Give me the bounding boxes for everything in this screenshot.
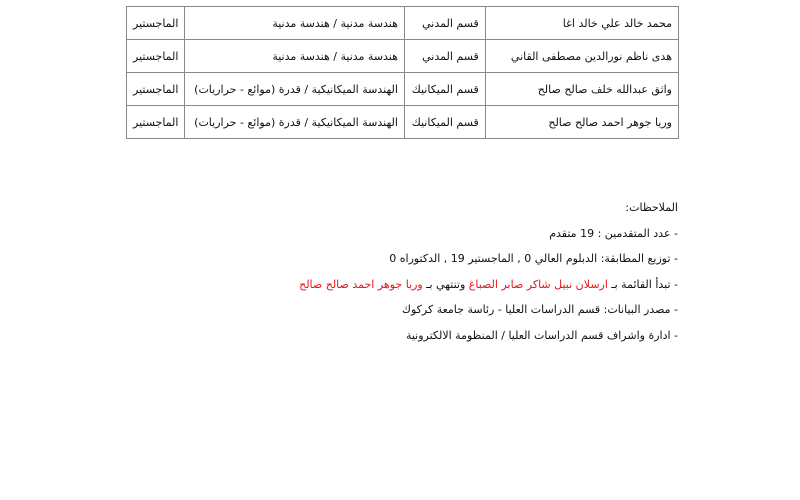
name-cell: واثق عبدالله خلف صالح صالح xyxy=(485,73,678,106)
name-cell: محمد خالد علي خالد اغا xyxy=(485,7,678,40)
degree-cell: الماجستير xyxy=(127,106,185,139)
degree-cell: الماجستير xyxy=(127,7,185,40)
list-first-name: ارسلان نبيل شاكر صابر الصباغ xyxy=(468,277,608,291)
table-row xyxy=(127,106,679,139)
specialization-cell: الهندسة الميكانيكية / قدرة (موائع - حراريات) xyxy=(185,73,404,106)
department-cell: قسم المدني xyxy=(404,7,485,40)
degree-cell: الماجستير xyxy=(127,40,185,73)
notes-section xyxy=(299,198,678,352)
list-last-name: وريا جوهر احمد صالح صالح xyxy=(299,277,423,291)
table-row xyxy=(127,40,679,73)
list-mid: وتنتهي بـ xyxy=(422,277,469,291)
specialization-cell: الهندسة الميكانيكية / قدرة (موائع - حراريات) xyxy=(185,106,404,139)
note-source: - مصدر البيانات: قسم الدراسات العليا - رئاسة جامعة كركوك xyxy=(401,303,678,317)
notes-heading: الملاحظات: xyxy=(625,201,678,214)
note-list-range xyxy=(299,275,678,301)
note-applicants: - عدد المتقدمين : 19 متقدم xyxy=(549,226,678,240)
table-row xyxy=(127,73,679,106)
name-cell: هدى ناظم نورالدين مصطفى القاني xyxy=(485,40,678,73)
table-row xyxy=(127,7,679,40)
department-cell: قسم الميكانيك xyxy=(404,73,485,106)
applicants-table xyxy=(126,6,679,139)
degree-cell: الماجستير xyxy=(127,73,185,106)
note-distribution: - توزيع المطابقة: الدبلوم العالي 0 , الماجستير 19 , الدكتوراه 0 xyxy=(389,252,678,266)
specialization-cell: هندسة مدنية / هندسة مدنية xyxy=(185,40,404,73)
department-cell: قسم الميكانيك xyxy=(404,106,485,139)
specialization-cell: هندسة مدنية / هندسة مدنية xyxy=(185,7,404,40)
department-cell: قسم المدني xyxy=(404,40,485,73)
list-start-prefix: - تبدأ القائمة بـ xyxy=(607,277,678,291)
name-cell: وريا جوهر احمد صالح صالح xyxy=(485,106,678,139)
note-management: - ادارة واشراف قسم الدراسات العليا / المنظومة الالكترونية xyxy=(405,328,678,342)
